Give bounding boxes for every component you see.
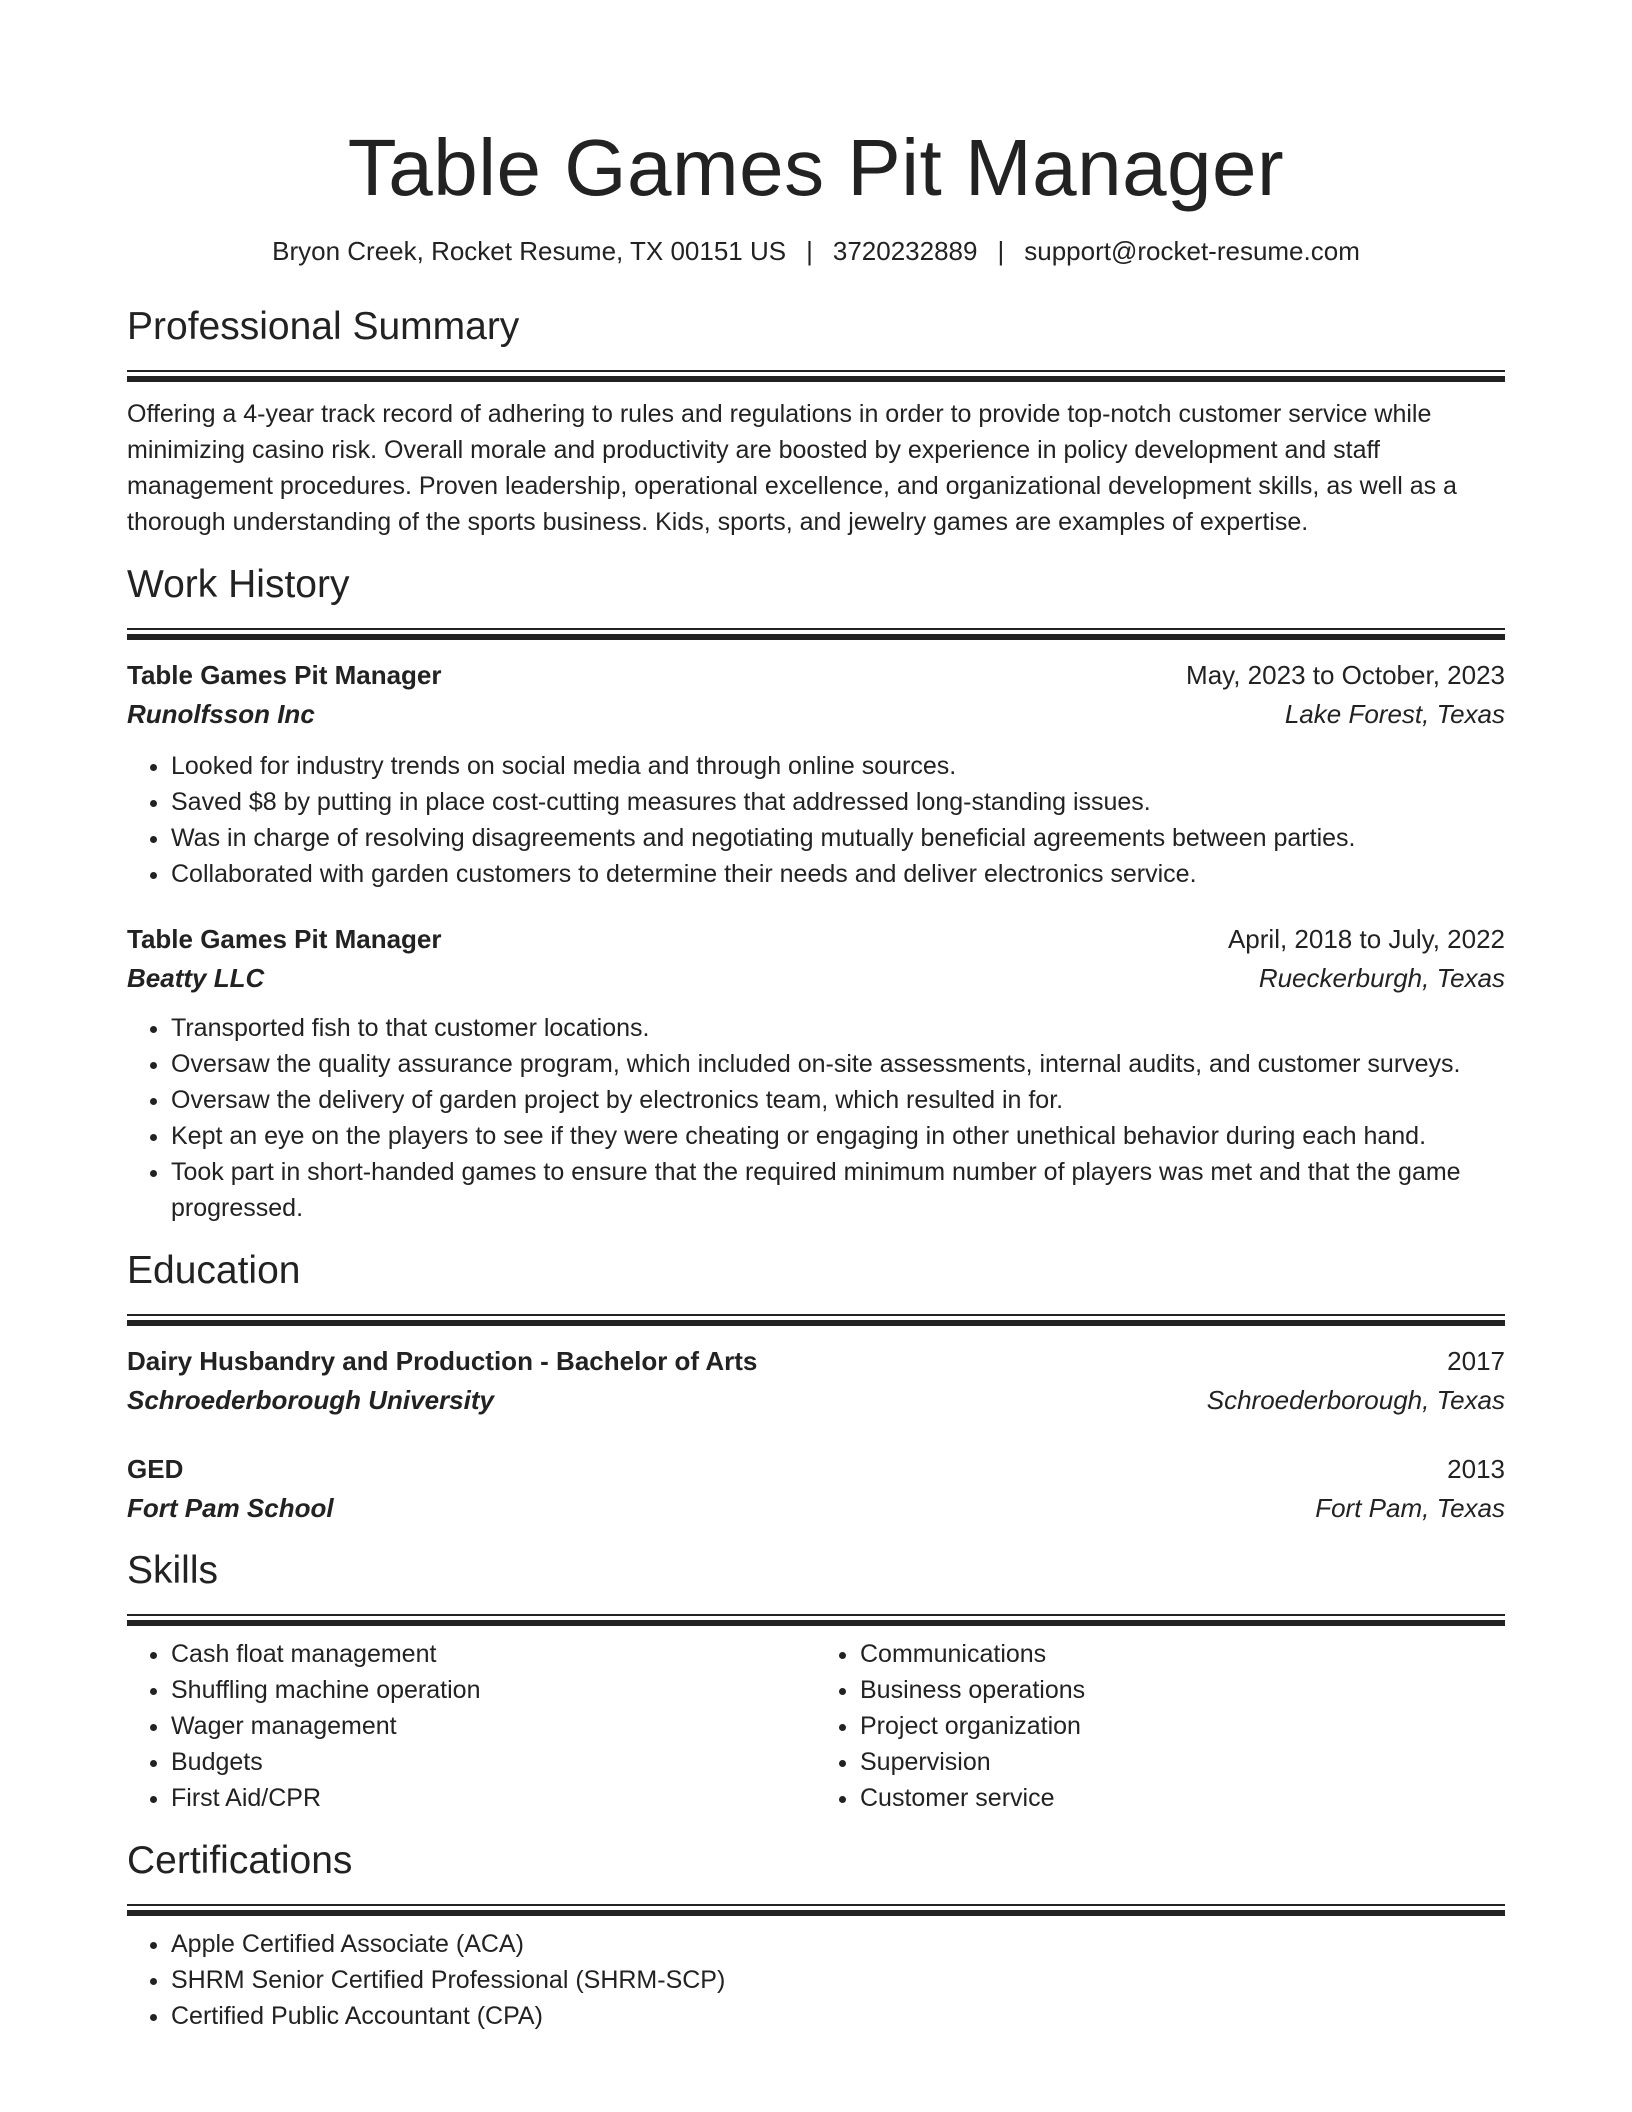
list-item: • Collaborated with garden customers to determine their needs and deliver electronics service. <box>171 856 1505 892</box>
section-divider <box>127 1314 1505 1326</box>
school-location: Fort Pam, Texas <box>1315 1493 1505 1523</box>
list-item: • Kept an eye on the players to see if they were cheating or engaging in other unethical behavior during each hand. <box>171 1118 1505 1154</box>
list-item: • Wager management <box>171 1708 816 1744</box>
list-item: • Business operations <box>860 1672 1505 1708</box>
job-location: Rueckerburgh, Texas <box>1258 963 1505 993</box>
section-title-certifications: Certifications <box>127 1839 353 1882</box>
list-item: • Communications <box>860 1636 1505 1672</box>
school-location: Schroederborough, Texas <box>1206 1385 1505 1415</box>
list-item: • Transported fish to that customer locations. <box>171 1010 1505 1046</box>
list-item: • First Aid/CPR <box>171 1780 816 1816</box>
school: Fort Pam School <box>127 1493 334 1523</box>
job-dates: May, 2023 to October, 2023 <box>1186 660 1505 690</box>
list-item: • Apple Certified Associate (ACA) <box>171 1926 1505 1962</box>
school: Schroederborough University <box>127 1385 494 1415</box>
degree: GED <box>127 1454 184 1484</box>
section-title-skills: Skills <box>127 1549 219 1592</box>
section-divider <box>127 628 1505 640</box>
summary-text: Offering a 4-year track record of adhering to rules and regulations in order to provide top-notch customer service while minimizing casino risk. Overall morale and productivity are boosted by experience in policy development and staff management procedures. Proven leadership, operational excellence, and organizational development skills, as well as a thorough understanding of the sports business. Kids, sports, and jewelry games are examples of expertise. <box>127 400 1457 536</box>
job-entry <box>127 920 1505 1226</box>
contact-phone: 3720232889 <box>832 236 978 266</box>
resume-header <box>127 0 1505 268</box>
job-company: Runolfsson Inc <box>127 699 315 729</box>
list-item: • Looked for industry trends on social media and through online sources. <box>171 748 1505 784</box>
job-title: Table Games Pit Manager <box>127 924 442 954</box>
education-section <box>127 1246 1505 1528</box>
education-entry <box>127 1450 1505 1528</box>
list-item: • Budgets <box>171 1744 816 1780</box>
contact-separator: | <box>806 236 813 266</box>
contact-address: Bryon Creek, Rocket Resume, TX 00151 US <box>272 236 787 266</box>
list-item: • Customer service <box>860 1780 1505 1816</box>
list-item: • Project organization <box>860 1708 1505 1744</box>
list-item: • Certified Public Accountant (CPA) <box>171 1998 1505 2034</box>
contact-email: support@rocket-resume.com <box>1024 236 1360 266</box>
work-history-section <box>127 560 1505 1226</box>
section-title-education: Education <box>127 1249 301 1292</box>
resume-name: Table Games Pit Manager <box>347 123 1285 212</box>
education-entry <box>127 1342 1505 1420</box>
job-company: Beatty LLC <box>127 963 265 993</box>
section-divider <box>127 1614 1505 1626</box>
job-title: Table Games Pit Manager <box>127 660 442 690</box>
list-item: • Supervision <box>860 1744 1505 1780</box>
graduation-year: 2013 <box>1447 1454 1505 1484</box>
contact-separator: | <box>997 236 1005 266</box>
skills-list-right <box>816 1636 1505 1816</box>
list-item: • Oversaw the quality assurance program, which included on-site assessments, internal audits, and customer surveys. <box>171 1046 1505 1082</box>
section-divider <box>127 370 1505 382</box>
skills-grid <box>127 1636 1505 1816</box>
list-item: • Took part in short-handed games to ensure that the required minimum number of players was met and that the game progressed. <box>171 1154 1505 1226</box>
skills-list-left <box>127 1636 816 1816</box>
section-title-work: Work History <box>127 563 350 606</box>
certifications-list <box>127 1926 1505 2034</box>
job-bullets <box>127 1010 1505 1226</box>
job-dates: April, 2018 to July, 2022 <box>1227 924 1505 954</box>
graduation-year: 2017 <box>1447 1346 1505 1376</box>
list-item: • SHRM Senior Certified Professional (SHRM-SCP) <box>171 1962 1505 1998</box>
list-item: • Oversaw the delivery of garden project by electronics team, which resulted in for. <box>171 1082 1505 1118</box>
degree: Dairy Husbandry and Production - Bachelor of Arts <box>127 1346 758 1376</box>
section-title-summary: Professional Summary <box>127 305 520 348</box>
list-item: • Was in charge of resolving disagreements and negotiating mutually beneficial agreements between parties. <box>171 820 1505 856</box>
certifications-section <box>127 1836 1505 2034</box>
job-entry <box>127 656 1505 892</box>
list-item: • Cash float management <box>171 1636 816 1672</box>
job-location: Lake Forest, Texas <box>1284 699 1505 729</box>
skills-section <box>127 1546 1505 1816</box>
summary-section <box>127 302 1505 540</box>
contact-line <box>127 234 1505 268</box>
job-bullets <box>127 748 1505 892</box>
section-divider <box>127 1904 1505 1916</box>
list-item: • Shuffling machine operation <box>171 1672 816 1708</box>
list-item: • Saved $8 by putting in place cost-cutting measures that addressed long-standing issues. <box>171 784 1505 820</box>
